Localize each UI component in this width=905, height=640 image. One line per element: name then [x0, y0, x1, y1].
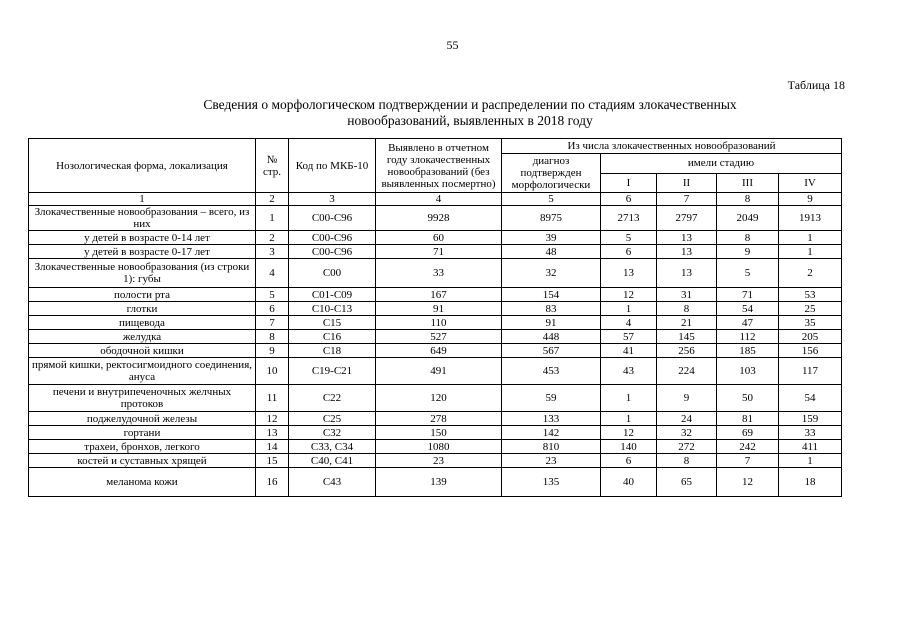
stage-3-count: 47	[717, 316, 779, 330]
row-number: 9	[256, 344, 289, 358]
table-row	[29, 330, 842, 344]
stage-2-count: 256	[657, 344, 717, 358]
icd-code: C00-C96	[289, 231, 376, 245]
row-number: 7	[256, 316, 289, 330]
stage-3-count: 7	[717, 454, 779, 468]
stage-4-count: 2	[779, 259, 842, 288]
icd-code: C15	[289, 316, 376, 330]
header-stage-1: I	[601, 173, 657, 193]
localization-name: прямой кишки, ректосигмоидного соединения, ануса	[29, 358, 256, 385]
stage-1-count: 6	[601, 454, 657, 468]
icd-code: C16	[289, 330, 376, 344]
localization-name: печени и внутрипеченочных желчных протоков	[29, 385, 256, 412]
detected-count: 23	[376, 454, 502, 468]
stage-4-count: 18	[779, 468, 842, 497]
stage-1-count: 4	[601, 316, 657, 330]
column-number: 2	[256, 193, 289, 206]
table-row	[29, 344, 842, 358]
detected-count: 491	[376, 358, 502, 385]
column-number: 1	[29, 193, 256, 206]
header-row-number: № стр.	[256, 139, 289, 193]
row-number: 3	[256, 245, 289, 259]
stage-3-count: 50	[717, 385, 779, 412]
morphology-count: 8975	[502, 206, 601, 231]
stage-1-count: 40	[601, 468, 657, 497]
stage-4-count: 411	[779, 440, 842, 454]
table-title	[150, 97, 790, 129]
row-number: 1	[256, 206, 289, 231]
title-line-2: новообразований, выявленных в 2018 году	[347, 113, 593, 128]
table-row	[29, 412, 842, 426]
morphology-count: 142	[502, 426, 601, 440]
detected-count: 120	[376, 385, 502, 412]
row-number: 2	[256, 231, 289, 245]
row-number: 16	[256, 468, 289, 497]
header-morphology: диагноз подтвержден морфологически	[502, 154, 601, 193]
morphology-count: 48	[502, 245, 601, 259]
stage-4-count: 205	[779, 330, 842, 344]
stage-1-count: 12	[601, 288, 657, 302]
stage-1-count: 1	[601, 385, 657, 412]
localization-name: меланома кожи	[29, 468, 256, 497]
icd-code: C40, C41	[289, 454, 376, 468]
header-had-stage: имели стадию	[601, 154, 842, 174]
column-number: 3	[289, 193, 376, 206]
stage-1-count: 1	[601, 302, 657, 316]
stage-2-count: 65	[657, 468, 717, 497]
morphology-count: 32	[502, 259, 601, 288]
stage-4-count: 1	[779, 231, 842, 245]
stage-3-count: 8	[717, 231, 779, 245]
stage-3-count: 185	[717, 344, 779, 358]
row-number: 15	[256, 454, 289, 468]
stage-2-count: 224	[657, 358, 717, 385]
table-row	[29, 440, 842, 454]
morphology-count: 448	[502, 330, 601, 344]
table-row	[29, 259, 842, 288]
stage-1-count: 140	[601, 440, 657, 454]
header-form: Нозологическая форма, локализация	[29, 139, 256, 193]
detected-count: 1080	[376, 440, 502, 454]
table-row	[29, 206, 842, 231]
table-row	[29, 302, 842, 316]
stage-1-count: 5	[601, 231, 657, 245]
column-number: 9	[779, 193, 842, 206]
table-row	[29, 385, 842, 412]
stage-3-count: 2049	[717, 206, 779, 231]
localization-name: костей и суставных хрящей	[29, 454, 256, 468]
icd-code: C33, C34	[289, 440, 376, 454]
icd-code: C18	[289, 344, 376, 358]
localization-name: у детей в возрасте 0-17 лет	[29, 245, 256, 259]
row-number: 13	[256, 426, 289, 440]
stage-4-count: 53	[779, 288, 842, 302]
localization-name: гортани	[29, 426, 256, 440]
stage-3-count: 242	[717, 440, 779, 454]
column-number: 5	[502, 193, 601, 206]
column-number: 8	[717, 193, 779, 206]
morphology-count: 135	[502, 468, 601, 497]
stage-2-count: 13	[657, 245, 717, 259]
stage-2-count: 13	[657, 259, 717, 288]
header-icd-code: Код по МКБ-10	[289, 139, 376, 193]
morphology-count: 133	[502, 412, 601, 426]
header-detected: Выявлено в отчетном году злокачественных новообразований (без выявленных посмертно)	[376, 139, 502, 193]
stage-1-count: 2713	[601, 206, 657, 231]
stage-4-count: 33	[779, 426, 842, 440]
table-row	[29, 426, 842, 440]
morphology-count: 39	[502, 231, 601, 245]
stage-3-count: 54	[717, 302, 779, 316]
localization-name: поджелудочной железы	[29, 412, 256, 426]
stage-1-count: 57	[601, 330, 657, 344]
morphology-count: 59	[502, 385, 601, 412]
localization-name: Злокачественные новообразования (из строки 1): губы	[29, 259, 256, 288]
row-number: 8	[256, 330, 289, 344]
stage-3-count: 81	[717, 412, 779, 426]
stage-3-count: 112	[717, 330, 779, 344]
stage-4-count: 117	[779, 358, 842, 385]
localization-name: у детей в возрасте 0-14 лет	[29, 231, 256, 245]
detected-count: 649	[376, 344, 502, 358]
stage-2-count: 145	[657, 330, 717, 344]
icd-code: C00	[289, 259, 376, 288]
row-number: 5	[256, 288, 289, 302]
page-number: 55	[446, 38, 459, 52]
localization-name: полости рта	[29, 288, 256, 302]
icd-code: C22	[289, 385, 376, 412]
row-number: 11	[256, 385, 289, 412]
table-row	[29, 245, 842, 259]
detected-count: 527	[376, 330, 502, 344]
stage-4-count: 1	[779, 454, 842, 468]
localization-name: желудка	[29, 330, 256, 344]
row-number: 14	[256, 440, 289, 454]
detected-count: 167	[376, 288, 502, 302]
stage-2-count: 9	[657, 385, 717, 412]
stage-4-count: 159	[779, 412, 842, 426]
localization-name: трахеи, бронхов, легкого	[29, 440, 256, 454]
morphology-count: 810	[502, 440, 601, 454]
stage-3-count: 69	[717, 426, 779, 440]
stage-2-count: 24	[657, 412, 717, 426]
localization-name: ободочной кишки	[29, 344, 256, 358]
detected-count: 71	[376, 245, 502, 259]
localization-name: Злокачественные новообразования – всего, из них	[29, 206, 256, 231]
column-number: 6	[601, 193, 657, 206]
column-number: 7	[657, 193, 717, 206]
morphology-count: 567	[502, 344, 601, 358]
stage-3-count: 5	[717, 259, 779, 288]
table-row	[29, 231, 842, 245]
detected-count: 278	[376, 412, 502, 426]
stage-2-count: 31	[657, 288, 717, 302]
icd-code: C32	[289, 426, 376, 440]
row-number: 6	[256, 302, 289, 316]
stage-1-count: 1	[601, 412, 657, 426]
table-label: Таблица 18	[787, 78, 845, 92]
detected-count: 91	[376, 302, 502, 316]
table-row	[29, 288, 842, 302]
stage-4-count: 25	[779, 302, 842, 316]
stage-4-count: 35	[779, 316, 842, 330]
row-number: 12	[256, 412, 289, 426]
morphology-count: 83	[502, 302, 601, 316]
stage-1-count: 13	[601, 259, 657, 288]
icd-code: C25	[289, 412, 376, 426]
stage-3-count: 9	[717, 245, 779, 259]
header-stage-4: IV	[779, 173, 842, 193]
icd-code: C43	[289, 468, 376, 497]
localization-name: пищевода	[29, 316, 256, 330]
stage-2-count: 32	[657, 426, 717, 440]
column-number: 4	[376, 193, 502, 206]
stage-4-count: 1	[779, 245, 842, 259]
localization-name: глотки	[29, 302, 256, 316]
data-table	[28, 138, 842, 497]
detected-count: 139	[376, 468, 502, 497]
stage-2-count: 272	[657, 440, 717, 454]
stage-2-count: 8	[657, 454, 717, 468]
icd-code: C19-C21	[289, 358, 376, 385]
row-number: 10	[256, 358, 289, 385]
header-of-which: Из числа злокачественных новообразований	[502, 139, 842, 154]
morphology-count: 453	[502, 358, 601, 385]
stage-2-count: 8	[657, 302, 717, 316]
detected-count: 110	[376, 316, 502, 330]
stage-3-count: 12	[717, 468, 779, 497]
row-number: 4	[256, 259, 289, 288]
table-row	[29, 316, 842, 330]
icd-code: C10-C13	[289, 302, 376, 316]
stage-4-count: 54	[779, 385, 842, 412]
stage-3-count: 103	[717, 358, 779, 385]
title-line-1: Сведения о морфологическом подтверждении и распределении по стадиям злокачественных	[203, 97, 737, 112]
icd-code: C01-C09	[289, 288, 376, 302]
table-row	[29, 468, 842, 497]
icd-code: C00-C96	[289, 206, 376, 231]
stage-4-count: 1913	[779, 206, 842, 231]
stage-2-count: 13	[657, 231, 717, 245]
table-row	[29, 358, 842, 385]
morphology-count: 154	[502, 288, 601, 302]
detected-count: 60	[376, 231, 502, 245]
stage-1-count: 41	[601, 344, 657, 358]
icd-code: C00-C96	[289, 245, 376, 259]
stage-4-count: 156	[779, 344, 842, 358]
detected-count: 150	[376, 426, 502, 440]
header-stage-3: III	[717, 173, 779, 193]
detected-count: 33	[376, 259, 502, 288]
morphology-count: 23	[502, 454, 601, 468]
stage-1-count: 43	[601, 358, 657, 385]
stage-2-count: 21	[657, 316, 717, 330]
stage-2-count: 2797	[657, 206, 717, 231]
stage-3-count: 71	[717, 288, 779, 302]
detected-count: 9928	[376, 206, 502, 231]
header-stage-2: II	[657, 173, 717, 193]
stage-1-count: 6	[601, 245, 657, 259]
table-row	[29, 454, 842, 468]
morphology-count: 91	[502, 316, 601, 330]
stage-1-count: 12	[601, 426, 657, 440]
